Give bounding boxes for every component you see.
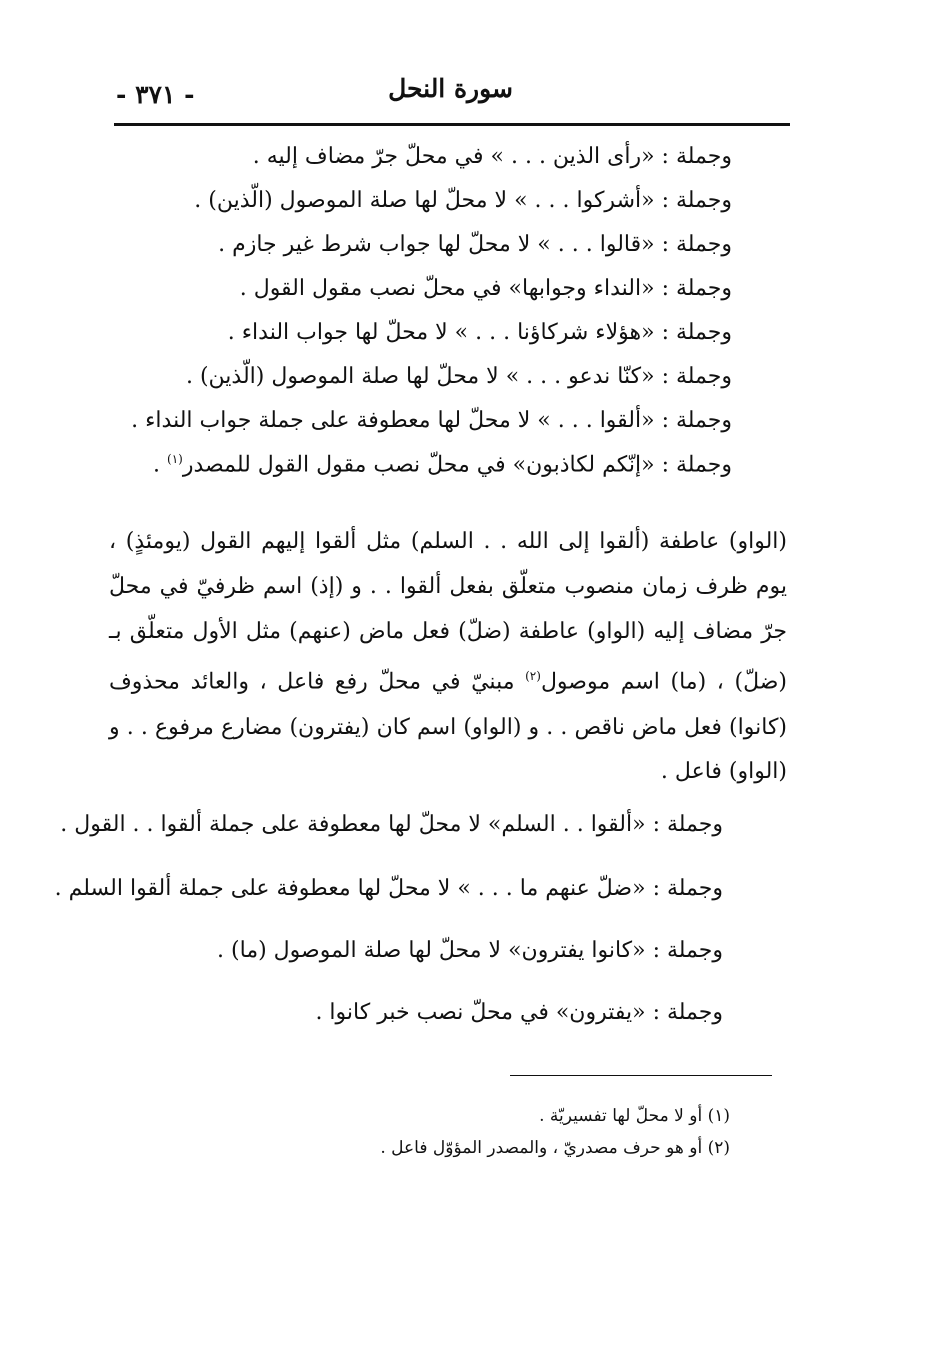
jumla-line: وجملة : «النداء وجوابها» في محلّ نصب مقول القول . bbox=[239, 276, 732, 301]
jumla-line: وجملة : «أشركوا . . . » لا محلّ لها صلة الموصول (الّذين) . bbox=[194, 188, 732, 213]
irab-paragraph bbox=[109, 520, 787, 795]
footnote-ref: (١) bbox=[167, 452, 183, 466]
jumla-line: وجملة : «كانوا يفترون» لا محلّ لها صلة الموصول (ما) . bbox=[217, 938, 723, 963]
jumla-line: وجملة : «كنّا ندعو . . . » لا محلّ لها صلة الموصول (الّذين) . bbox=[185, 364, 732, 389]
footnote: (٢) أو هو حرف مصدريّ ، والمصدر المؤوّل فاعل . bbox=[380, 1138, 730, 1158]
footnote-ref: (٢) bbox=[525, 669, 541, 684]
footnote: (١) أو لا محلّ لها تفسيريّة . bbox=[539, 1106, 730, 1126]
page-number: - ٣٧١ - bbox=[116, 80, 195, 109]
surah-title: سورة النحل bbox=[388, 74, 513, 103]
jumla-line: وجملة : «رأى الذين . . . » في محلّ جرّ مضاف إليه . bbox=[252, 144, 732, 169]
footnote-divider bbox=[510, 1075, 772, 1076]
jumla-line: وجملة : «يفترون» في محلّ نصب خبر كانوا . bbox=[315, 1000, 723, 1025]
header-divider bbox=[114, 123, 790, 126]
jumla-line: وجملة : «إنّكم لكاذبون» في محلّ نصب مقول القول للمصدر$^{(١)}$ . bbox=[153, 452, 732, 478]
jumla-line: وجملة : «ضلّ عنهم ما . . . » لا محلّ لها معطوفة على جملة ألقوا السلم . bbox=[54, 876, 723, 901]
jumla-line: وجملة : «قالوا . . . » لا محلّ لها جواب شرط غير جازم . bbox=[218, 232, 732, 257]
paragraph-text: مبنيّ في محلّ رفع فاعل ، والعائد محذوف (كانوا) فعل ماض ناقص . . و (الواو) اسم كان (يفترون) مضارع مرفوع . . و (الواو) فاعل . bbox=[109, 669, 787, 785]
jumla-line: وجملة : «ألقوا . . . » لا محلّ لها معطوفة على جملة جواب النداء . bbox=[131, 408, 732, 433]
jumla-line: وجملة : «هؤلاء شركاؤنا . . . » لا محلّ لها جواب النداء . bbox=[227, 320, 732, 345]
paragraph-text: (الواو) عاطفة (ألقوا إلى الله . . السلم) مثل ألقوا إليهم القول (يومئذٍ) ، يوم ظرف زمان منصوب متعلّق بفعل ألقوا . . و (إذ) اسم ظرفيّ في محلّ جرّ مضاف إليه (الواو) عاطفة (ضلّ) فعل ماض (عنهم) مثل الأول متعلّق بـ (ضلّ) ، (ما) اسم موصول bbox=[109, 529, 787, 695]
jumla-line: وجملة : «ألقوا . . السلم» لا محلّ لها معطوفة على جملة ألقوا . . القول . bbox=[60, 812, 723, 837]
jumla-text: وجملة : «إنّكم لكاذبون» في محلّ نصب مقول القول للمصدر bbox=[182, 452, 732, 478]
